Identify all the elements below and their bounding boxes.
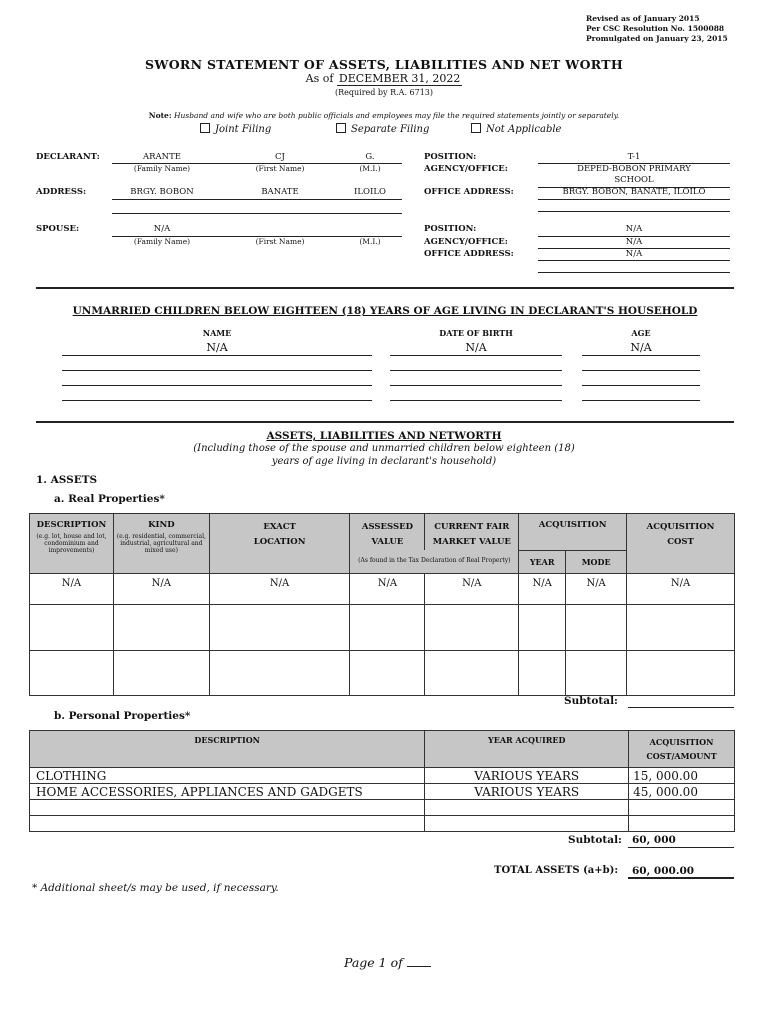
spouse-office-address-label: OFFICE ADDRESS:: [424, 249, 514, 259]
table-cell[interactable]: [30, 816, 425, 832]
real-subtotal-line[interactable]: [628, 707, 734, 708]
child-age[interactable]: N/A: [630, 341, 652, 354]
spouse-position-label: POSITION:: [424, 224, 477, 234]
assets-subheading: (Including those of the spouse and unmarried children below eighteen (18): [193, 443, 575, 454]
table-cell[interactable]: N/A: [113, 573, 209, 604]
office-address-line-2: [538, 211, 730, 212]
address-line: [112, 199, 402, 200]
header-cost-line: ACQUISITION: [649, 737, 714, 747]
header-cost-line: COST/AMOUNT: [646, 751, 717, 761]
header-kind-sub: (e.g. residential, commercial, industrial, agricultural and mixed use): [116, 533, 206, 554]
header-mode: MODE: [566, 550, 627, 573]
office-address-label: OFFICE ADDRESS:: [424, 187, 514, 197]
header-cost-amount: [629, 731, 735, 768]
table-cell[interactable]: [629, 816, 735, 832]
table-cell[interactable]: N/A: [209, 573, 350, 604]
total-assets-value[interactable]: 60, 000.00: [632, 865, 695, 877]
table-row: [30, 784, 735, 800]
table-cell[interactable]: [350, 650, 425, 695]
children-col-name: NAME: [202, 328, 232, 338]
header-exact-location: [209, 514, 350, 574]
revision-line: Per CSC Resolution No. 1500088: [586, 24, 725, 33]
section-divider: [36, 287, 734, 289]
caption-mi: (M.I.): [359, 237, 381, 246]
table-row: [30, 768, 735, 784]
revision-line: Revised as of January 2015: [586, 14, 700, 23]
position-value[interactable]: T-1: [627, 152, 641, 162]
declarant-family-name[interactable]: ARANTE: [143, 152, 181, 162]
assets-subheading: years of age living in declarant's household): [271, 456, 497, 467]
spouse-agency-value[interactable]: N/A: [625, 237, 643, 247]
table-cell[interactable]: [30, 650, 114, 695]
children-heading: UNMARRIED CHILDREN BELOW EIGHTEEN (18) YEARS OF AGE LIVING IN DECLARANT'S HOUSEHOLD: [72, 305, 698, 317]
caption-family-name: (Family Name): [133, 164, 191, 173]
checkbox-icon[interactable]: [200, 123, 210, 133]
agency-value[interactable]: [538, 164, 730, 186]
declarant-first-name[interactable]: CJ: [275, 152, 285, 162]
separate-filing-label: Separate Filing: [351, 124, 430, 135]
joint-filing-label: Joint Filing: [215, 124, 272, 135]
child-row-line: [390, 370, 562, 371]
note-label: Note:: [148, 111, 172, 120]
child-row-line: [582, 400, 700, 401]
header-acquisition-cost: [627, 514, 735, 574]
address-label: ADDRESS:: [36, 187, 87, 197]
table-cell[interactable]: [566, 650, 627, 695]
real-properties-table: [29, 513, 735, 696]
as-of-line: [0, 72, 768, 85]
child-row-line: [62, 385, 372, 386]
address-line-2: [112, 213, 402, 214]
spouse-position-value[interactable]: N/A: [625, 224, 643, 234]
revision-block: [586, 14, 728, 44]
table-cell[interactable]: 45, 000.00: [629, 784, 735, 800]
table-row: [30, 816, 735, 832]
table-cell[interactable]: VARIOUS YEARS: [425, 768, 629, 784]
note-line: [0, 111, 768, 120]
table-cell[interactable]: [425, 650, 519, 695]
spouse-office-address-line-2: [538, 272, 730, 273]
table-cell[interactable]: N/A: [627, 573, 735, 604]
spouse-office-address-line: [538, 260, 730, 261]
personal-subtotal-label: Subtotal:: [568, 834, 622, 846]
address-barangay[interactable]: BRGY. BOBON: [130, 187, 194, 197]
caption-first-name: (First Name): [255, 164, 305, 173]
table-cell[interactable]: [30, 800, 425, 816]
spouse-office-address-value[interactable]: N/A: [625, 249, 643, 259]
table-cell[interactable]: [519, 650, 566, 695]
address-province[interactable]: ILOILO: [354, 187, 386, 197]
header-location: LOCATION: [253, 537, 306, 547]
real-subtotal-label: Subtotal:: [564, 695, 618, 707]
table-cell[interactable]: [425, 816, 629, 832]
assets-heading: ASSETS, LIABILITIES AND NETWORTH: [266, 430, 502, 442]
header-current: CURRENT FAIR: [434, 522, 510, 532]
assets-label: 1. ASSETS: [36, 474, 98, 486]
position-label: POSITION:: [424, 152, 477, 162]
header-description-sub: (e.g. lot, house and lot, condominium and improvements): [36, 533, 107, 554]
declarant-mi[interactable]: G.: [365, 152, 375, 162]
table-cell[interactable]: CLOTHING: [30, 768, 425, 784]
header-kind: [113, 514, 209, 574]
table-cell[interactable]: [629, 800, 735, 816]
header-tax-declaration-note: (As found in the Tax Declaration of Real Property): [350, 550, 519, 573]
table-cell[interactable]: [627, 650, 735, 695]
table-cell[interactable]: N/A: [566, 573, 627, 604]
caption-first-name: (First Name): [255, 237, 305, 246]
child-row-line: [390, 400, 562, 401]
declarant-label: DECLARANT:: [36, 152, 100, 162]
header-assessed-value: [350, 514, 425, 551]
table-cell[interactable]: [519, 604, 566, 650]
table-cell[interactable]: [30, 604, 114, 650]
child-row-line: [582, 355, 700, 356]
header-kind-title: KIND: [148, 520, 175, 530]
personal-properties-table: [29, 730, 735, 832]
spouse-family-name[interactable]: N/A: [153, 224, 171, 234]
table-row: [30, 650, 735, 695]
not-applicable-option[interactable]: [471, 123, 561, 135]
table-cell[interactable]: VARIOUS YEARS: [425, 784, 629, 800]
as-of-label: As of: [305, 72, 334, 85]
table-cell[interactable]: [113, 650, 209, 695]
table-cell[interactable]: 15, 000.00: [629, 768, 735, 784]
table-cell[interactable]: [209, 650, 350, 695]
table-cell[interactable]: [113, 604, 209, 650]
child-dob[interactable]: N/A: [465, 341, 487, 354]
spouse-agency-label: AGENCY/OFFICE:: [424, 237, 508, 247]
child-row-line: [62, 400, 372, 401]
table-cell[interactable]: [627, 604, 735, 650]
header-exact: EXACT: [263, 522, 296, 532]
table-row: [30, 573, 735, 604]
real-properties-label: a. Real Properties*: [54, 493, 165, 505]
not-applicable-label: Not Applicable: [486, 124, 562, 135]
note-text: Husband and wife who are both public officials and employees may file the required statements jointly or separately.: [173, 111, 620, 120]
table-cell[interactable]: [566, 604, 627, 650]
child-row-line: [582, 385, 700, 386]
caption-mi: (M.I.): [359, 164, 381, 173]
child-row-line: [390, 385, 562, 386]
office-address-value[interactable]: BRGY. BOBON, BANATE, ILOILO: [562, 187, 706, 197]
checkbox-icon[interactable]: [336, 123, 346, 133]
table-cell[interactable]: HOME ACCESSORIES, APPLIANCES AND GADGETS: [30, 784, 425, 800]
page-total-blank[interactable]: [407, 966, 431, 967]
header-market: MARKET VALUE: [432, 537, 511, 547]
child-row-line: [62, 355, 372, 356]
table-cell[interactable]: N/A: [30, 573, 114, 604]
required-by: (Required by R.A. 6713): [334, 88, 434, 97]
table-cell[interactable]: N/A: [350, 573, 425, 604]
table-cell[interactable]: N/A: [425, 573, 519, 604]
table-row: [30, 800, 735, 816]
header-acquisition: ACQUISITION: [519, 514, 627, 551]
table-cell[interactable]: N/A: [519, 573, 566, 604]
child-row-line: [390, 355, 562, 356]
children-col-age: AGE: [631, 328, 651, 338]
personal-properties-label: b. Personal Properties*: [54, 710, 191, 722]
footnote: * Additional sheet/s may be used, if necessary.: [32, 882, 279, 894]
table-cell[interactable]: [425, 604, 519, 650]
page-number: [344, 955, 431, 970]
header-description: DESCRIPTION: [30, 731, 425, 768]
child-row-line: [582, 370, 700, 371]
child-name[interactable]: N/A: [206, 341, 228, 354]
personal-subtotal-value[interactable]: 60, 000: [632, 834, 676, 846]
header-acq-cost-line: ACQUISITION: [646, 522, 715, 532]
page-title: SWORN STATEMENT OF ASSETS, LIABILITIES AND NET WORTH: [145, 57, 623, 72]
child-row-line: [62, 370, 372, 371]
total-assets-line: [628, 877, 734, 879]
agency-line: SCHOOL: [614, 175, 654, 185]
office-address-line: [538, 199, 730, 200]
as-of-date: DECEMBER 31, 2022: [338, 72, 461, 85]
header-acq-cost-line: COST: [667, 537, 694, 547]
header-description-title: DESCRIPTION: [36, 520, 107, 530]
agency-label: AGENCY/OFFICE:: [424, 164, 508, 174]
total-assets-label: TOTAL ASSETS (a+b):: [494, 865, 619, 876]
header-year-acquired: YEAR ACQUIRED: [425, 731, 629, 768]
agency-line: DEPED-BOBON PRIMARY: [577, 164, 691, 174]
caption-family-name: (Family Name): [133, 237, 191, 246]
separate-filing-option[interactable]: [336, 123, 429, 135]
address-municipality[interactable]: BANATE: [261, 187, 299, 197]
revision-line: Promulgated on January 23, 2015: [586, 34, 728, 43]
personal-subtotal-line: [628, 847, 734, 848]
header-market-value: [425, 514, 519, 551]
section-divider: [36, 421, 734, 423]
spouse-label: SPOUSE:: [36, 224, 80, 234]
header-year: YEAR: [519, 550, 566, 573]
table-row: [30, 604, 735, 650]
table-cell[interactable]: [425, 800, 629, 816]
table-cell[interactable]: [209, 604, 350, 650]
children-col-dob: DATE OF BIRTH: [439, 328, 513, 338]
header-description: [30, 514, 114, 574]
header-value: VALUE: [371, 537, 404, 547]
page-label: Page 1 of: [344, 955, 403, 970]
joint-filing-option[interactable]: [200, 123, 271, 135]
table-cell[interactable]: [350, 604, 425, 650]
checkbox-icon[interactable]: [471, 123, 481, 133]
header-assessed: ASSESSED: [361, 522, 413, 532]
